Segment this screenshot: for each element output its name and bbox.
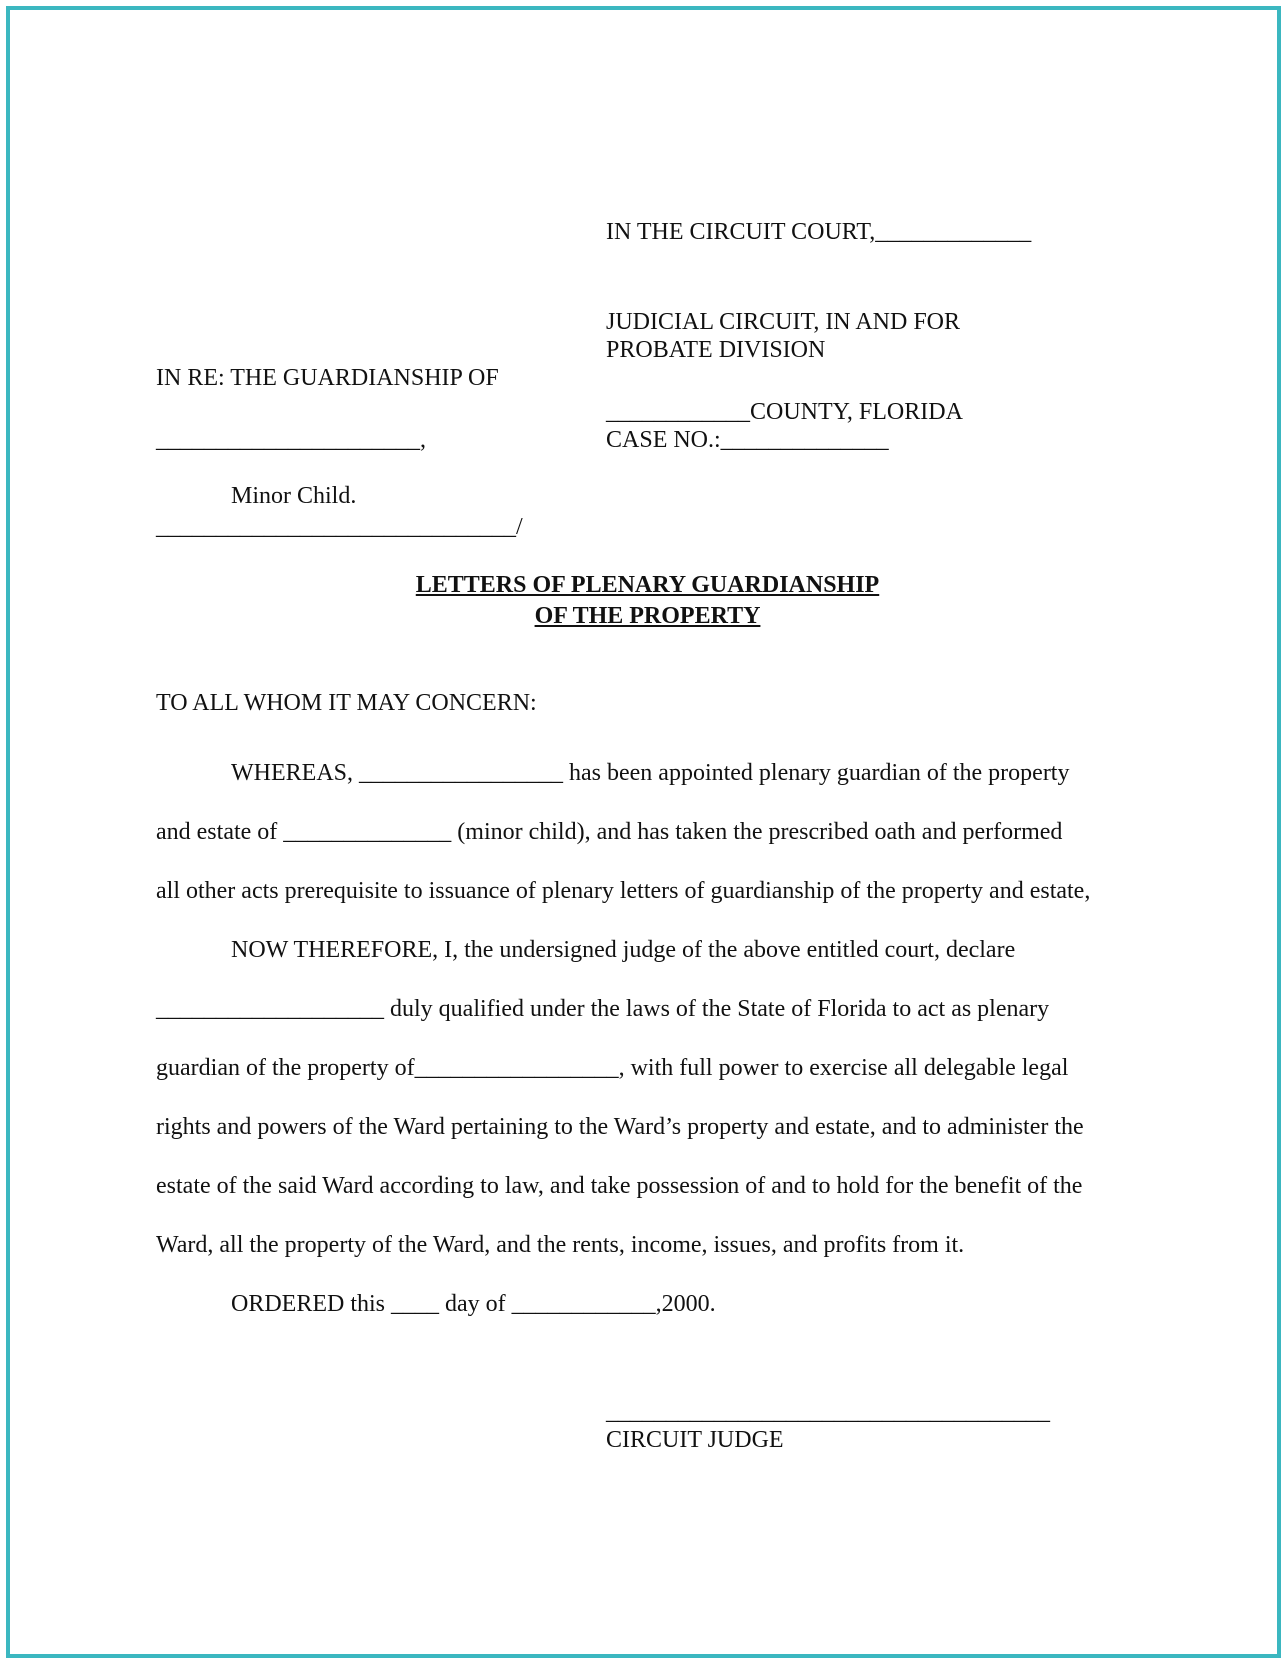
body-line: rights and powers of the Ward pertaining to the Ward’s property and estate, and to administer the	[156, 1114, 1084, 1140]
caption-line-3: ____________COUNTY, FLORIDA	[606, 399, 963, 425]
document-title	[0, 570, 1287, 632]
body-line: ___________________ duly qualified under the laws of the State of Florida to act as plenary	[156, 996, 1050, 1022]
body-line: NOW THEREFORE, I, the undersigned judge of the above entitled court, declare	[231, 937, 1016, 963]
body-line: guardian of the property of_________________, with full power to exercise all delegable legal	[156, 1055, 1069, 1081]
minor-child-line: ______________________________/	[156, 514, 523, 540]
signature-line: _____________________________________	[606, 1399, 1050, 1425]
body-line: estate of the said Ward according to law, and take possession of and to hold for the benefit of the	[156, 1173, 1083, 1199]
division-block	[606, 275, 889, 515]
salutation: TO ALL WHOM IT MAY CONCERN:	[156, 690, 537, 716]
body-line: Ward, all the property of the Ward, and the rents, income, issues, and profits from it.	[156, 1232, 965, 1258]
caption-line-2: JUDICIAL CIRCUIT, IN AND FOR	[606, 309, 960, 335]
title-line-2: OF THE PROPERTY	[534, 603, 761, 629]
ward-name-blank: ______________________,	[156, 427, 426, 453]
case-number: CASE NO.:______________	[606, 427, 889, 453]
signature-label: CIRCUIT JUDGE	[606, 1427, 784, 1453]
document-body	[156, 744, 1136, 1334]
body-line: all other acts prerequisite to issuance of plenary letters of guardianship of the property and estate,	[156, 878, 1091, 904]
title-line-1: LETTERS OF PLENARY GUARDIANSHIP	[415, 572, 880, 598]
caption-line-1: IN THE CIRCUIT COURT,_____________	[606, 219, 1032, 245]
body-line: WHEREAS, _________________ has been appointed plenary guardian of the property	[231, 760, 1070, 786]
body-line: and estate of ______________ (minor child), and has taken the prescribed oath and performed	[156, 819, 1063, 845]
ordered-line: ORDERED this ____ day of ____________,2000.	[231, 1291, 716, 1317]
minor-child-label: Minor Child.	[231, 483, 357, 509]
division-name: PROBATE DIVISION	[606, 337, 826, 363]
in-re-heading: IN RE: THE GUARDIANSHIP OF	[156, 365, 499, 391]
